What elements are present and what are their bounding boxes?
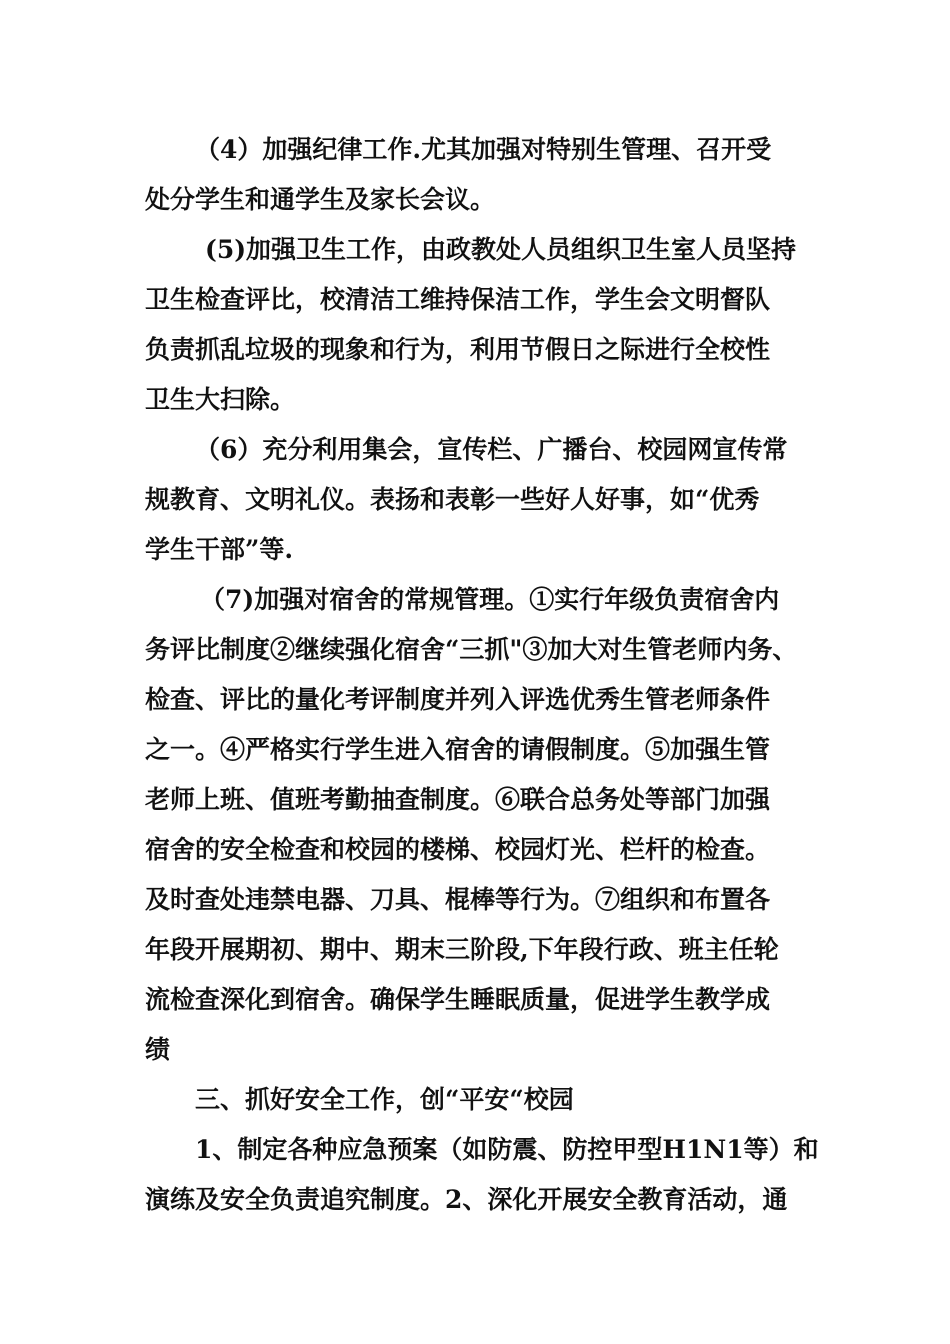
text-line: 处分学生和通学生及家长会议。 [145, 185, 496, 214]
text-line: 宿舍的安全检查和校园的楼梯、校园灯光、栏杆的检查。 [145, 835, 771, 864]
text-line: 卫生检查评比，校清洁工维持保洁工作，学生会文明督队 [145, 285, 771, 314]
text-line: 之一。④严格实行学生进入宿舍的请假制度。⑤加强生管 [145, 735, 771, 764]
text-line: 演练及安全负责追究制度。2、深化开展安全教育活动，通 [145, 1185, 788, 1214]
text-line: 老师上班、值班考勤抽查制度。⑥联合总务处等部门加强 [145, 785, 771, 814]
text-line: 绩 [145, 1035, 171, 1064]
text-line: 卫生大扫除。 [145, 385, 296, 414]
text-line: 及时查处违禁电器、刀具、棍棒等行为。⑦组织和布置各 [145, 885, 771, 914]
text-line: 学生干部”等. [145, 535, 294, 564]
text-line: 规教育、文明礼仪。表扬和表彰一些好人好事，如“优秀 [145, 485, 760, 514]
text-line: 检查、评比的量化考评制度并列入评选优秀生管老师条件 [145, 685, 771, 714]
text-line: （4）加强纪律工作.尤其加强对特别生管理、召开受 [195, 135, 772, 164]
text-line: 1、制定各种应急预案（如防震、防控甲型H1N1等）和 [195, 1135, 819, 1164]
text-line: （6）充分利用集会，宣传栏、广播台、校园网宣传常 [195, 435, 788, 464]
text-line: 流检查深化到宿舍。确保学生睡眠质量，促进学生教学成 [145, 985, 771, 1014]
text-line: （7)加强对宿舍的常规管理。①实行年级负责宿舍内 [200, 585, 780, 614]
section-heading: 三、抓好安全工作，创“平安“校园 [195, 1085, 574, 1114]
text-line: 年段开展期初、期中、期末三阶段,下年段行政、班主任轮 [145, 935, 779, 964]
text-line: 务评比制度②继续强化宿舍“三抓"③加大对生管老师内务、 [145, 635, 798, 664]
text-line: (5)加强卫生工作，由政教处人员组织卫生室人员坚持 [205, 235, 797, 264]
text-line: 负责抓乱垃圾的现象和行为，利用节假日之际进行全校性 [145, 335, 771, 364]
